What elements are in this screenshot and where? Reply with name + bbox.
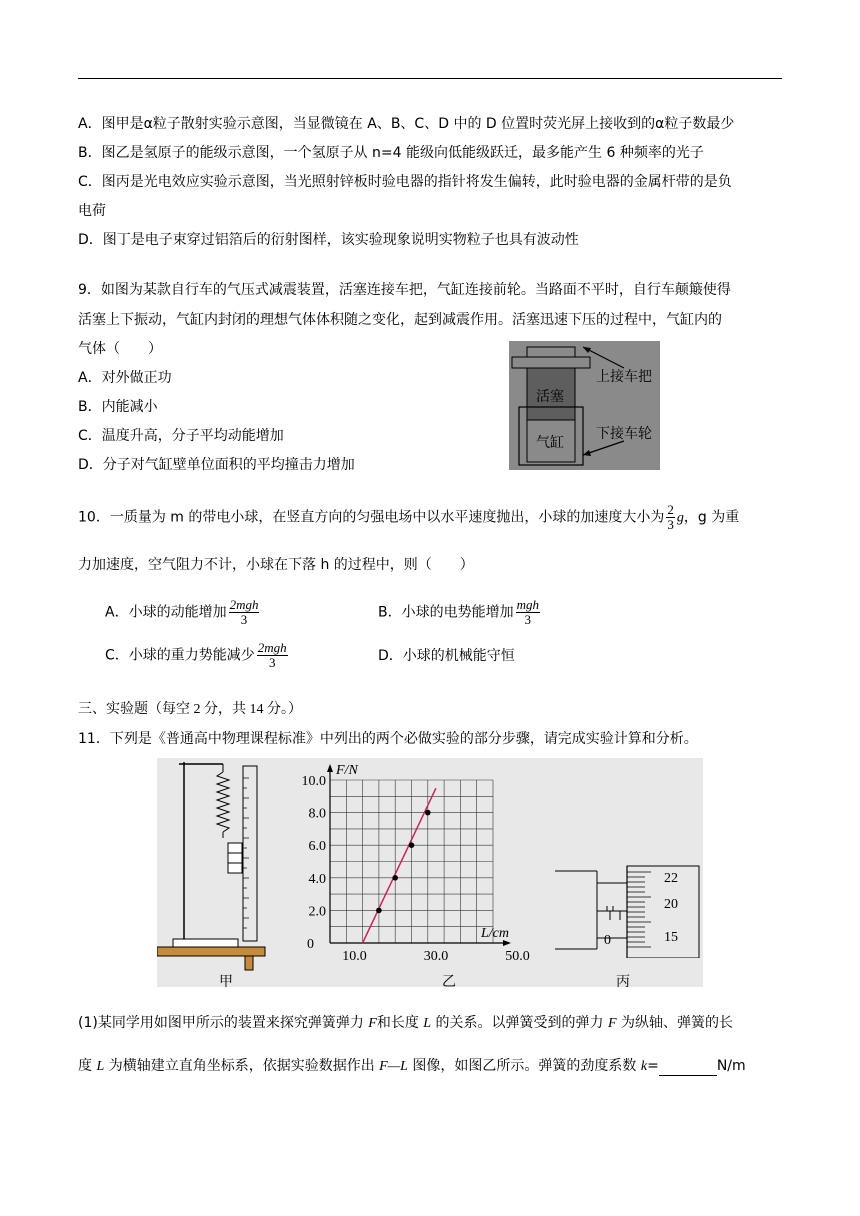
y-axis-arrow bbox=[327, 764, 333, 772]
text-seg: 的关系。以弹簧受到的弹力 bbox=[431, 1015, 608, 1031]
fit-line bbox=[363, 788, 436, 943]
header-rule bbox=[78, 78, 782, 79]
micrometer-figure bbox=[555, 858, 703, 958]
q8-option-c-line1: C．图丙是光电效应实验示意图，当光照射锌板时验电器的指针将发生偏转，此时验电器的金属杆带的是负 bbox=[78, 174, 732, 190]
cylinder-label: 气缸 bbox=[536, 435, 564, 451]
text-seg: 为纵轴、弹簧的长 bbox=[616, 1015, 734, 1031]
shock-absorber-figure bbox=[509, 341, 660, 470]
y-axis-label: F/N bbox=[336, 763, 358, 778]
section-heading: 三、实验题（每空 2 分，共 14 分。） bbox=[78, 702, 302, 717]
micrometer-tick-22: 22 bbox=[664, 871, 678, 886]
var-L: L bbox=[423, 1016, 432, 1031]
var-F: F bbox=[368, 1016, 377, 1031]
frac-den: 3 bbox=[524, 612, 532, 627]
text-seg: 图像，如图乙所示。弹簧的劲度系数 bbox=[407, 1058, 641, 1074]
q11-figures bbox=[157, 758, 703, 990]
q8-option-d: D．图丁是电子束穿过铝箔后的衍射图样，该实验现象说明实物粒子也具有波动性 bbox=[78, 232, 579, 248]
frac-num: mgh bbox=[516, 597, 539, 612]
figure-yi-label: 乙 bbox=[442, 975, 456, 990]
q10-option-c-text: C．小球的重力势能减少 bbox=[105, 647, 255, 664]
unit-label: N/m bbox=[716, 1058, 746, 1074]
q9-option-d: D．分子对气缸壁单位面积的平均撞击力增加 bbox=[78, 457, 355, 473]
x-tick-label: 50.0 bbox=[505, 949, 530, 964]
frac-den: 3 bbox=[268, 655, 276, 670]
y-tick-label: 6.0 bbox=[308, 839, 326, 855]
y-tick-label: 2.0 bbox=[308, 904, 326, 920]
force-length-chart bbox=[285, 758, 545, 987]
data-point bbox=[425, 810, 431, 816]
var-L: L bbox=[96, 1059, 105, 1074]
q10-stem-line1 bbox=[78, 503, 739, 532]
data-point bbox=[409, 842, 415, 848]
micrometer-tick-15: 15 bbox=[664, 930, 678, 945]
y-tick-label: 0 bbox=[307, 937, 314, 952]
accel-den: 3 bbox=[667, 517, 674, 532]
figure-jia-label: 甲 bbox=[219, 975, 233, 990]
q8-option-b: B．图乙是氢原子的能级示意图，一个氢原子从 n=4 能级向低能级跃迁，最多能产生 6 种频率的光子 bbox=[78, 145, 704, 161]
frac-num: 2mgh bbox=[257, 640, 287, 655]
text-seg: (1)某同学用如图甲所示的装置来探究弹簧弹力 bbox=[78, 1015, 369, 1031]
q9-stem-line2: 活塞上下振动，气缸内封闭的理想气体体积随之变化，起到减震作用。活塞迅速下压的过程中，气缸内的 bbox=[78, 312, 722, 328]
q10-stem-tail: ，g 为重 bbox=[683, 509, 740, 526]
q9-stem-line3: 气体（ ） bbox=[78, 341, 162, 357]
accel-fraction bbox=[666, 503, 675, 532]
q10-option-b bbox=[378, 598, 542, 627]
piston-label: 活塞 bbox=[536, 389, 564, 405]
accel-var: g bbox=[676, 510, 684, 526]
micrometer-tick-20: 20 bbox=[664, 897, 678, 912]
q9-option-c: C．温度升高，分子平均动能增加 bbox=[78, 428, 284, 444]
text-seg: 和长度 bbox=[376, 1015, 424, 1031]
q11-part1-line2 bbox=[78, 1057, 746, 1076]
var-F-L: F—L bbox=[379, 1059, 408, 1074]
data-point bbox=[376, 908, 382, 914]
q8-option-a: A．图甲是α粒子散射实验示意图，当显微镜在 A、B、C、D 中的 D 位置时荧光屏上接收到的α粒子数最少 bbox=[78, 116, 735, 132]
top-connect-label: 上接车把 bbox=[596, 369, 652, 385]
y-tick-label: 8.0 bbox=[308, 806, 326, 822]
q10-option-a-text: A．小球的动能增加 bbox=[105, 604, 227, 621]
q10-option-b-text: B．小球的电势能增加 bbox=[378, 604, 514, 621]
figure-bing-label: 丙 bbox=[616, 975, 630, 990]
q8-option-c-line2: 电荷 bbox=[78, 203, 106, 219]
q10-option-b-frac bbox=[516, 598, 540, 627]
bottom-connect-label: 下接车轮 bbox=[596, 426, 652, 442]
q10-option-a bbox=[105, 598, 261, 627]
q10-option-a-frac bbox=[229, 598, 260, 627]
var-F: F bbox=[608, 1016, 617, 1031]
text-seg: 度 bbox=[78, 1058, 97, 1074]
answer-blank-k[interactable] bbox=[659, 1061, 717, 1076]
text-seg: = bbox=[647, 1058, 659, 1074]
q10-stem-line2: 力加速度，空气阻力不计，小球在下落 h 的过程中，则（ ） bbox=[78, 557, 474, 573]
q10-stem-text: 10．一质量为 m 的带电小球，在竖直方向的匀强电场中以水平速度抛出，小球的加速度大小为 bbox=[78, 509, 665, 526]
x-axis-label: L/cm bbox=[481, 926, 509, 941]
accel-num: 2 bbox=[667, 502, 674, 517]
q10-option-c bbox=[105, 641, 290, 670]
spring-apparatus-figure bbox=[157, 758, 277, 987]
data-point bbox=[392, 875, 398, 881]
frac-den: 3 bbox=[240, 612, 248, 627]
q9-option-a: A．对外做正功 bbox=[78, 370, 172, 386]
var-k: k bbox=[640, 1059, 648, 1074]
q10-option-c-frac bbox=[257, 641, 288, 670]
frac-num: 2mgh bbox=[229, 597, 259, 612]
q9-option-b: B．内能减小 bbox=[78, 399, 158, 415]
q11-part1-line1 bbox=[78, 1014, 733, 1033]
y-tick-label: 4.0 bbox=[308, 871, 326, 887]
q9-stem-line1: 9．如图为某款自行车的气压式减震装置，活塞连接车把，气缸连接前轮。当路面不平时，自行车颠簸使得 bbox=[78, 282, 731, 298]
x-tick-label: 10.0 bbox=[342, 949, 367, 964]
text-seg: 为横轴建立直角坐标系，依据实验数据作出 bbox=[104, 1058, 380, 1074]
q10-option-d: D．小球的机械能守恒 bbox=[378, 648, 515, 664]
q11-intro: 11．下列是《普通高中物理课程标准》中列出的两个必做实验的部分步骤，请完成实验计算和分析。 bbox=[78, 731, 698, 747]
micrometer-zero: 0 bbox=[604, 933, 611, 948]
y-tick-label: 10.0 bbox=[301, 774, 326, 789]
x-tick-label: 30.0 bbox=[423, 949, 449, 964]
